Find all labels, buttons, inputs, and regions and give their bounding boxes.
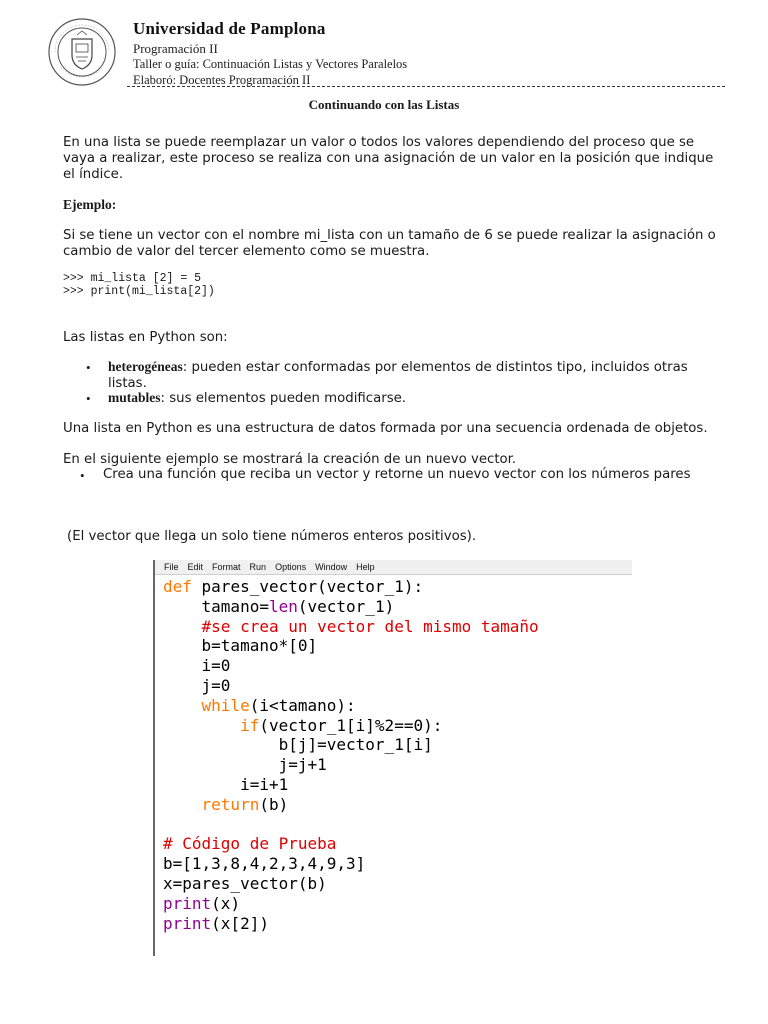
code-line [163,755,632,775]
code-token: print [163,893,212,913]
code-line [163,656,632,676]
code-line [163,854,632,874]
author-line: Elaboró: Docentes Programación II [133,72,311,87]
code-area [163,577,632,933]
menu-window[interactable]: Window [315,562,348,572]
next-example-paragraph: En el siguiente ejemplo se mostrará la creación de un nuevo vector. [63,452,517,467]
code-line [163,696,632,716]
code-token: pares_vector(vector_1): [191,577,424,596]
code-token: def [163,577,192,596]
editor-menubar [155,560,632,575]
menu-edit[interactable]: Edit [187,562,204,572]
menu-options[interactable]: Options [275,562,307,572]
course-name: Programación II [133,41,218,56]
code-line [163,775,632,795]
code-token: b=[1,3,8,4,2,3,4,9,3] [163,854,366,874]
code-token: (vector_1) [297,596,395,616]
code-line [163,914,632,934]
menu-help[interactable]: Help [356,562,375,572]
code-token: return [201,794,260,814]
term-mutable: mutables [108,390,161,405]
list-item-heterogeneous [108,359,718,392]
university-seal-logo [47,17,117,87]
bullet-marker: • [86,391,91,406]
menu-run[interactable]: Run [249,562,267,572]
example-code-line-2: >>> print(mi_lista[2]) [63,285,215,298]
bullet-marker: • [80,468,85,483]
code-line [163,597,632,617]
desc-mutable: : sus elementos pueden modificarse. [160,391,407,406]
desc-heterogeneous: : pueden estar conformadas por elementos de distintos tipo, incluidos otras listas. [108,360,688,391]
lists-intro: Las listas en Python son: [63,330,228,345]
code-line [163,815,632,835]
page-title: Continuando con las Listas [308,97,460,112]
code-token: i=0 [201,656,231,676]
code-line [163,636,632,656]
example-heading: Ejemplo: [63,197,117,212]
code-token: len [268,596,298,616]
code-token: (x[2]) [211,913,269,933]
code-line [163,577,632,597]
example-paragraph: Si se tiene un vector con el nombre mi_lista con un tamaño de 6 se puede realizar la asignación o cambio de valor del tercer elemento como se muestra. [63,228,716,259]
code-line [163,716,632,736]
university-name: Universidad de Pamplona [133,19,326,38]
definition-paragraph: Una lista en Python es una estructura de datos formada por una secuencia ordenada de objetos. [63,421,708,436]
menu-format[interactable]: Format [212,562,241,572]
header-divider [127,86,725,87]
code-token: x=pares_vector(b) [163,873,327,893]
code-token: (vector_1[i]%2==0): [259,715,443,735]
intro-paragraph: En una lista se puede reemplazar un valor o todos los valores dependiendo del proceso que se vaya a realizar, este proceso se realiza con una asignación de un valor en la posición que indique el índice. [63,135,714,182]
code-token: print [163,913,212,933]
code-line [163,617,632,637]
code-token: b[j]=vector_1[i] [278,735,433,755]
code-token: j=j+1 [278,755,327,775]
code-line [163,735,632,755]
menu-file[interactable]: File [164,562,179,572]
code-token: if [240,715,260,735]
example-code-line-1: >>> mi_lista [2] = 5 [63,272,202,285]
code-token: (x) [211,893,241,913]
code-token: #se crea un vector del mismo tamaño [201,616,539,636]
code-token: j=0 [201,675,231,695]
code-line [163,834,632,854]
bullet-marker: • [86,360,91,375]
code-line [163,874,632,894]
code-token: while [201,695,250,715]
code-token: b=tamano*[0] [201,636,318,656]
workshop-title: Taller o guía: Continuación Listas y Vectores Paralelos [133,57,408,71]
code-token: tamano= [201,596,269,616]
list-item-mutable [108,390,718,407]
code-line [163,795,632,815]
term-heterogeneous: heterogéneas [108,359,183,374]
task-item: Crea una función que reciba un vector y retorne un nuevo vector con los números pares [103,467,691,482]
code-line [163,894,632,914]
code-token: # Código de Prueba [163,834,337,854]
code-line [163,676,632,696]
code-token: i=i+1 [240,774,289,794]
idle-editor-window [153,560,632,956]
document-header [133,20,407,86]
code-token: (b) [259,794,289,814]
vector-note: (El vector que llega un solo tiene números enteros positivos). [67,529,477,544]
code-token: (i<tamano): [249,695,356,715]
